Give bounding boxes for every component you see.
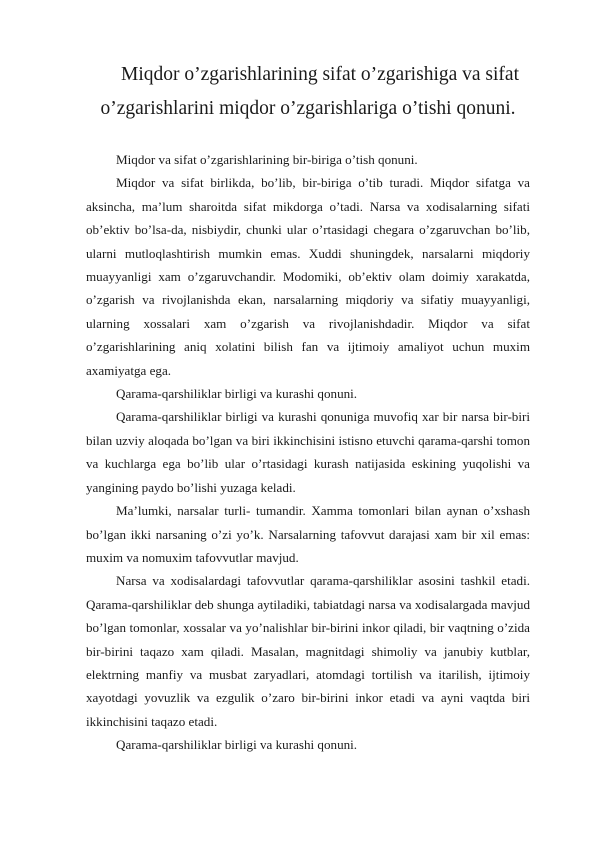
section-heading-quantity-quality: Miqdor va sifat o’zgarishlarining bir-biriga o’tish qonuni. [116, 152, 418, 167]
section-heading-unity-of-opposites-repeat: Qarama-qarshiliklar birligi va kurashi qonuni. [116, 737, 358, 753]
body-paragraph: Miqdor va sifat birlikda, bo’lib, bir-biriga o’tib turadi. Miqdor sifatga va aksincha, ma’lum sharoitda sifat mikdorga o’tadi. Narsa va xodisalarning sifati ob’ektiv bo’lsa-da, nisbiydir, chunki ular o’rtasidagi chegara o’zgaruvchan bo’lib, ularni mutloqlashtirish mumkin emas. Xuddi shuningdek, narsalarni miqdoriy muayyanligi xam o’zgaruvchandir. Modomiki, ob’ektiv olam doimiy xarakatda, o’zgarish va rivojlanishda ekan, narsalarning miqdoriy va sifatiy muayyanligi, ularning xossalari xam o’zgarish va rivojlanishdadir. Miqdor va sifat o’zgarishlarining aniq xolatini bilish fan va ijtimoiy amaliyot uchun muxim axamiyatga ega. [86, 175, 530, 378]
section-heading-unity-of-opposites: Qarama-qarshiliklar birligi va kurashi qonuni. [116, 386, 358, 402]
body-paragraph: Ma’lumki, narsalar turli- tumandir. Xamma tomonlari bilan aynan o’xshash bo’lgan ikki narsaning o’zi yo’k. Narsalarning tafovvut darajasi xam bir xil emas: muxim va nomuxim tafovvutlar mavjud. [86, 503, 530, 565]
title-line-2: o’zgarishlarini miqdor o’zgarishlariga o’tishi qonuni. [100, 98, 516, 119]
document-body [86, 148, 530, 757]
title-line-1: Miqdor o’zgarishlarining sifat o’zgarishiga va sifat [120, 64, 519, 85]
body-paragraph: Qarama-qarshiliklar birligi va kurashi qonuniga muvofiq xar bir narsa bir-biri bilan uzviy aloqada bo’lgan va biri ikkinchisini istisno etuvchi qarama-qarshi tomon va kuchlarga ega bo’lib ular o’rtasidagi kurash natijasida eskining yuqolishi va yangining paydo bo’lishi yuzaga keladi. [86, 409, 530, 495]
body-paragraph: Narsa va xodisalardagi tafovvutlar qarama-qarshiliklar asosini tashkil etadi. Qarama-qarshiliklar deb shunga aytiladiki, tabiatdagi narsa va xodisalargada mavjud bo’lgan tomonlar, xossalar va yo’nalishlar bir-birini inkor qiladi, bir vaqtning o’zida bir-birini taqazo xam qiladi. Masalan, magnitdagi shimoliy va janubiy kutblar, elektrning manfiy va musbat zaryadlari, atomdagi tortilish va itarilish, ijtimoiy xayotdagi yovuzlik va ezgulik o’zaro bir-birini inkor etadi va ayni vaqtda biri ikkinchisini taqazo etadi. [86, 573, 530, 729]
document-title [86, 58, 530, 126]
